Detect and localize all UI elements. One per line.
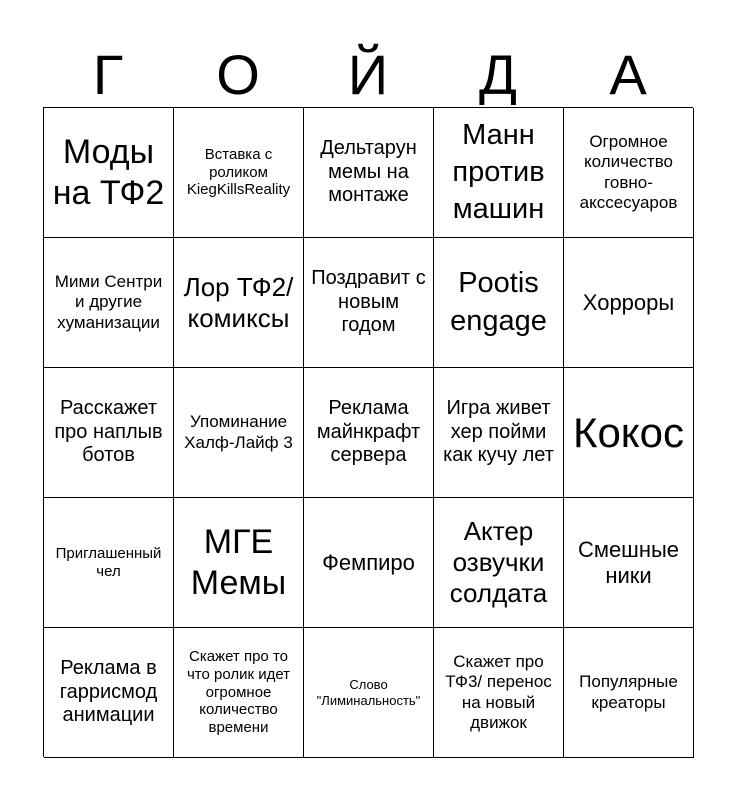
bingo-grid <box>43 107 693 757</box>
cell-text: Актер озвучки солдата <box>449 516 548 608</box>
bingo-cell[interactable] <box>304 368 434 498</box>
cell-text: Смешные ники <box>577 536 680 588</box>
header-letter: А <box>609 43 647 106</box>
cell-text: Скажет про то что ролик идет огромное количество времени <box>186 648 291 737</box>
bingo-cell[interactable] <box>44 368 174 498</box>
cell-text: Реклама в гаррисмод анимации <box>59 657 158 727</box>
bingo-cell[interactable] <box>564 108 694 238</box>
cell-text: Реклама майнкрафт сервера <box>316 397 421 467</box>
header-letter: О <box>216 43 260 106</box>
cell-text: Огромное количество говно-акссесуаров <box>579 132 678 212</box>
header-letter: Г <box>92 43 124 106</box>
cell-text: Расскажет про наплыв ботов <box>54 397 163 467</box>
cell-text: Приглашенный чел <box>55 544 162 580</box>
bingo-cell[interactable] <box>564 238 694 368</box>
bingo-cell[interactable] <box>44 628 174 758</box>
bingo-cell[interactable] <box>174 628 304 758</box>
bingo-cell[interactable] <box>174 368 304 498</box>
bingo-cell[interactable] <box>304 498 434 628</box>
bingo-cell[interactable] <box>174 238 304 368</box>
cell-text: Упоминание Халф-Лайф 3 <box>184 412 293 452</box>
cell-text: Хорроры <box>582 289 675 315</box>
bingo-cell[interactable] <box>564 498 694 628</box>
cell-text: Поздравит с новым годом <box>311 267 426 337</box>
cell-text: Мими Сентри и другие хуманизации <box>54 272 163 332</box>
cell-text: Дельтарун мемы на монтаже <box>320 137 417 207</box>
bingo-cell[interactable] <box>174 108 304 238</box>
bingo-header <box>43 42 693 108</box>
cell-text: Слово "Лиминальность" <box>316 677 421 708</box>
bingo-cell[interactable] <box>304 628 434 758</box>
cell-text: Pootis engage <box>450 267 547 337</box>
bingo-cell[interactable] <box>174 498 304 628</box>
cell-text: Популярные креаторы <box>579 672 678 712</box>
cell-text: Вставка с роликом KiegKillsReality <box>186 145 291 199</box>
bingo-cell[interactable] <box>564 368 694 498</box>
bingo-cell[interactable] <box>434 238 564 368</box>
bingo-cell[interactable] <box>434 498 564 628</box>
cell-text: Кокос <box>572 408 685 456</box>
cell-text: Скажет про ТФ3/ перенос на новый движок <box>445 652 552 732</box>
bingo-cell[interactable] <box>304 108 434 238</box>
bingo-cell[interactable] <box>564 628 694 758</box>
bingo-cell[interactable] <box>434 108 564 238</box>
cell-text: Манн против машин <box>452 118 545 226</box>
bingo-cell[interactable] <box>44 108 174 238</box>
cell-text: Лор ТФ2/ комиксы <box>183 271 294 333</box>
bingo-cell[interactable] <box>44 498 174 628</box>
cell-text: Моды на ТФ2 <box>52 133 165 212</box>
cell-text: Фемпиро <box>322 549 415 575</box>
bingo-cell[interactable] <box>434 368 564 498</box>
cell-text: Игра живет хер пойми как кучу лет <box>443 397 554 467</box>
bingo-cell[interactable] <box>44 238 174 368</box>
bingo-cell[interactable] <box>434 628 564 758</box>
cell-text: МГЕ Мемы <box>190 523 287 602</box>
header-letter: Й <box>347 43 389 106</box>
bingo-cell[interactable] <box>304 238 434 368</box>
header-letter: Д <box>479 43 517 106</box>
